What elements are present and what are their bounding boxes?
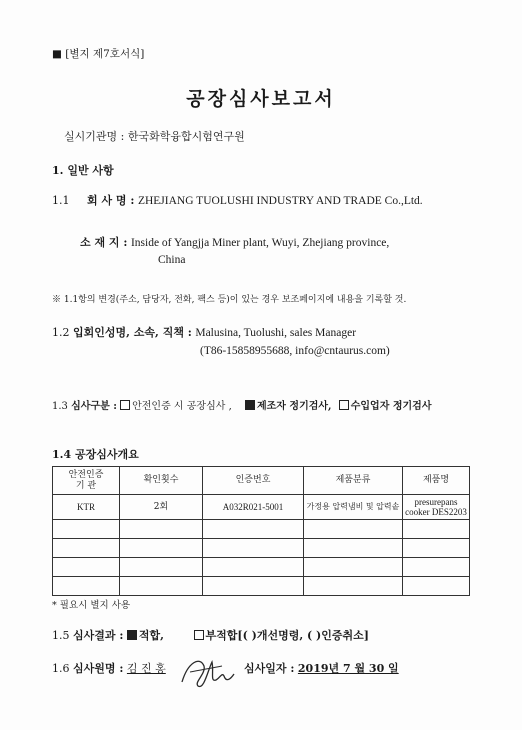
table-row-empty [53, 520, 470, 539]
table-cell-cert-number: A032R021-5001 [203, 495, 304, 520]
table-cell-category: 가정용 압력냄비 및 압력솥 [304, 495, 403, 520]
table-header-category: 제품분류 [304, 467, 403, 495]
overview-table [52, 466, 470, 596]
table-row-empty [53, 558, 470, 577]
company-number: 1.1 [52, 194, 70, 207]
attendee-row [52, 324, 356, 340]
result-row [52, 627, 369, 643]
address-row [80, 234, 389, 250]
table-header-product-name: 제품명 [403, 467, 470, 495]
result-label: 심사결과 : [73, 629, 124, 642]
attendee-label: 입회인성명, 소속, 직책 : [73, 326, 192, 339]
table-header-count: 확인횟수 [120, 467, 203, 495]
audit-type-option-safety: 안전인증 시 공장심사 , [132, 401, 232, 412]
table-cell-product-name: presurepans cooker DES2203 [403, 495, 470, 520]
attendee-contact: (T86-15858955688, info@cntaurus.com) [200, 345, 390, 357]
audit-type-option-manufacturer: 제조자 정기검사, [256, 401, 332, 412]
table-cell-count: 2회 [120, 495, 203, 520]
audit-type-checkbox-safety[interactable] [120, 400, 130, 410]
address-line-1: Inside of Yangjja Miner plant, Wuyi, Zhejiang province, [130, 237, 390, 249]
auditor-number: 1.6 [52, 662, 70, 675]
agency-value: 한국화학융합시험연구원 [127, 130, 245, 143]
auditor-row [52, 660, 166, 676]
section-general-heading: 1. 일반 사항 [52, 164, 114, 177]
auditor-label: 심사원명 : [73, 662, 124, 675]
audit-type-checkbox-importer[interactable] [339, 400, 349, 410]
audit-type-label: 심사구분 : [71, 401, 117, 412]
attendee-value: Malusina, Tuolushi, sales Manager [195, 327, 357, 339]
result-option-fail: 부적합[( )개선명령, ( )인증취소] [205, 629, 369, 642]
form-number: ■ [별지 제7호서식] [52, 48, 145, 60]
company-row [52, 192, 423, 208]
audit-type-checkbox-manufacturer[interactable] [245, 400, 255, 410]
audit-type-row [52, 397, 432, 412]
page-title: 공장심사보고서 [186, 88, 336, 110]
audit-date-value: 2019년 7 월 30 일 [297, 662, 399, 675]
supplement-note: * 필요시 별지 사용 [52, 600, 131, 611]
company-value: ZHEJIANG TUOLUSHI INDUSTRY AND TRADE Co.,Ltd. [137, 195, 423, 207]
overview-heading [52, 446, 139, 462]
table-header-cert-number: 인증번호 [203, 467, 304, 495]
address-line-2: China [158, 254, 186, 266]
audit-type-option-importer: 수입업자 정기검사 [350, 401, 432, 412]
table-row-empty [53, 539, 470, 558]
table-header-row [53, 467, 470, 495]
result-number: 1.5 [52, 629, 70, 642]
company-label: 회 사 명 : [87, 194, 135, 207]
table-row [53, 495, 470, 520]
audit-type-number: 1.3 [52, 401, 68, 412]
overview-number: 1.4 [52, 448, 72, 461]
result-checkbox-fail[interactable] [194, 630, 204, 640]
change-note: ※ 1.1항의 변경(주소, 담당자, 전화, 팩스 등)이 있는 경우 보조페이지에 내용을 기록할 것. [52, 295, 407, 305]
agency-label: 실시기관명 : [64, 130, 125, 143]
attendee-number: 1.2 [52, 326, 70, 339]
signature-image [178, 652, 236, 692]
table-header-agency: 안전인증 기 관 [53, 467, 120, 495]
agency-row [64, 128, 245, 144]
result-option-pass: 적합, [138, 629, 164, 642]
table-cell-agency: KTR [53, 495, 120, 520]
result-checkbox-pass[interactable] [127, 630, 137, 640]
audit-date-label: 심사일자 : [244, 662, 295, 675]
table-row-empty [53, 577, 470, 596]
audit-date-row [244, 660, 399, 676]
address-label: 소 재 지 : [80, 236, 128, 249]
auditor-name: 김 진 홍 [126, 662, 166, 675]
overview-label: 공장심사개요 [74, 448, 139, 461]
